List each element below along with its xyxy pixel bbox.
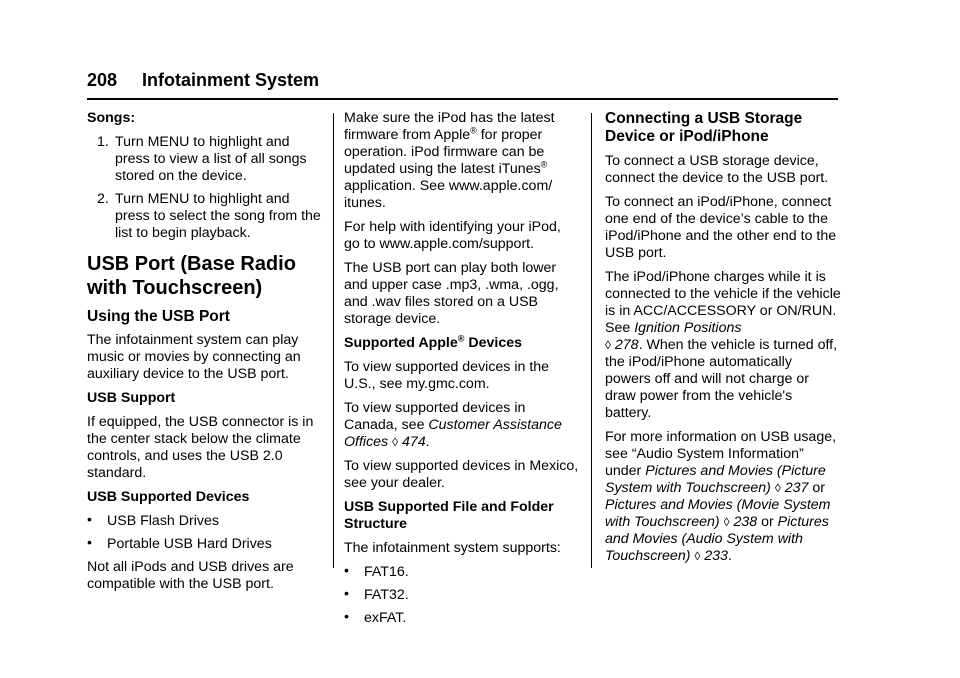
bullet-icon: • (344, 609, 349, 625)
bullet-text: FAT16. (364, 564, 409, 580)
formats-paragraph: The USB port can play both lower and upper case .mp3, .wma, .ogg, and .wav files stored on a USB storage device. (344, 260, 559, 327)
compat-note: Not all iPods and USB drives are compatible with the USB port. (87, 559, 294, 592)
column-divider (591, 113, 592, 568)
column-1 (87, 110, 327, 600)
cross-reference: Customer Assistance Offices (344, 417, 562, 450)
usb-support-label: USB Support (87, 390, 176, 406)
canada-text: To view supported devices in Canada, see (344, 400, 526, 433)
charging-text: . When the vehicle is turned off, the iPod/iPhone automatically powers off and will not charge or draw power from the vehicle's battery. (605, 337, 838, 421)
registered-mark: ® (470, 125, 477, 136)
page-reference: 237 (784, 480, 809, 496)
period: . (425, 434, 430, 450)
list-item (344, 587, 580, 604)
page-ref-icon: ◊ (723, 515, 730, 529)
more-info-paragraph (605, 429, 841, 565)
charging-paragraph (605, 269, 841, 422)
file-structure-label: USB Supported File and Folder Structure (344, 499, 554, 532)
mexico-paragraph: To view supported devices in Mexico, see your dealer. (344, 458, 579, 491)
bullet-text: Portable USB Hard Drives (107, 536, 272, 552)
registered-mark: ® (457, 333, 465, 344)
label-text: Devices (464, 335, 522, 351)
page-reference: 474 (402, 434, 426, 450)
bullet-icon: • (87, 535, 92, 551)
connect-usb-paragraph: To connect a USB storage device, connect the device to the USB port. (605, 153, 829, 186)
page-reference: 233 (704, 548, 728, 564)
charging-text: The iPod/iPhone charges while it is connected to the vehicle if the vehicle is in ACC/ACCESSORY or ON/RUN. See (605, 269, 841, 336)
step-number: 1. (97, 134, 109, 150)
firmware-text: for proper operation. iPod firmware can be updated using the latest iTunes (344, 127, 545, 177)
intro-paragraph: The infotainment system can play music or movies by connecting an auxiliary device to the USB port. (87, 332, 301, 382)
list-item (87, 536, 327, 553)
supported-devices-label: USB Supported Devices (87, 489, 250, 505)
or-text: or (808, 480, 825, 496)
list-item (87, 134, 327, 185)
page-ref-icon: ◊ (774, 481, 781, 495)
page-ref-icon: ◊ (392, 435, 399, 449)
registered-mark: ® (540, 159, 548, 170)
firmware-text: Make sure the iPod has the latest firmware from Apple (344, 110, 555, 143)
period: . (727, 548, 732, 564)
usb-port-heading: USB Port (Base Radio with Touchscreen) (87, 253, 296, 299)
step-text: Turn MENU to highlight and press to select the song from the list to begin playback. (115, 191, 321, 241)
step-text: Turn MENU to highlight and press to view a list of all songs stored on the device. (115, 134, 307, 184)
cross-reference: Pictures and Movies (Movie System with Touchscreen) (605, 497, 831, 530)
bullet-text: FAT32. (364, 587, 409, 603)
fs-intro: The infotainment system supports: (344, 540, 561, 556)
bullet-icon: • (344, 586, 349, 602)
connecting-heading: Connecting a USB Storage Device or iPod/iPhone (605, 110, 803, 145)
column-3 (605, 110, 841, 572)
firmware-paragraph (344, 110, 580, 212)
column-2 (344, 110, 580, 633)
bullet-text: exFAT. (364, 610, 407, 626)
page-reference: 238 (733, 514, 758, 530)
page-ref-icon: ◊ (694, 549, 701, 563)
step-number: 2. (97, 191, 109, 207)
bullet-icon: • (87, 512, 92, 528)
page-ref-icon: ◊ (605, 338, 611, 352)
list-item (87, 513, 327, 530)
using-usb-heading: Using the USB Port (87, 308, 230, 325)
section-title: Infotainment System (142, 70, 320, 90)
bullet-text: USB Flash Drives (107, 513, 219, 529)
or-text: or (757, 514, 778, 530)
cross-reference: Ignition Positions (634, 320, 742, 336)
bullet-icon: • (344, 563, 349, 579)
cross-reference: Pictures and Movies (Picture System with Touchscreen) (605, 463, 826, 496)
songs-label: Songs: (87, 110, 136, 126)
connect-ipod-paragraph: To connect an iPod/iPhone, connect one end of the device’s cable to the iPod/iPhone and the other end to the USB port. (605, 194, 837, 261)
canada-paragraph (344, 400, 580, 451)
page-header (87, 70, 837, 100)
page-reference: 278 (614, 337, 639, 353)
help-paragraph: For help with identifying your iPod, go to www.apple.com/support. (344, 219, 561, 252)
usb-support-text: If equipped, the USB connector is in the center stack below the climate controls, and uses the USB 2.0 standard. (87, 414, 314, 481)
firmware-text: application. See www.apple.com/ itunes. (344, 178, 553, 211)
more-info-text: For more information on USB usage, see “Audio System Information” under (605, 429, 837, 479)
label-text: Supported Apple (344, 335, 458, 351)
supported-apple-label (344, 335, 580, 352)
list-item (344, 564, 580, 581)
us-paragraph: To view supported devices in the U.S., see my.gmc.com. (344, 359, 550, 392)
list-item (87, 191, 327, 242)
list-item (344, 610, 580, 627)
page-number: 208 (87, 70, 118, 90)
cross-reference: Pictures and Movies (Audio System with Touchscreen) (605, 514, 829, 564)
header-rule (87, 98, 838, 100)
column-divider (333, 113, 334, 568)
